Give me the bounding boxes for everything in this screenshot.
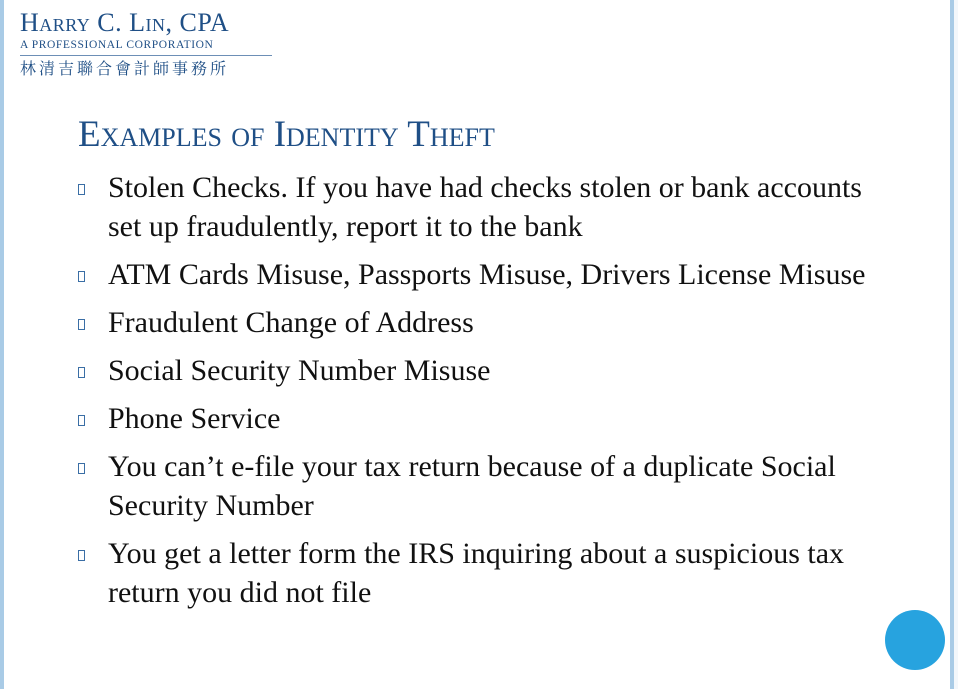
bullet-square-icon	[78, 271, 85, 282]
bullet-item	[78, 399, 878, 438]
bullet-square-icon	[78, 415, 85, 426]
slide-frame-left	[0, 0, 4, 689]
firm-name: Harry C. Lin, CPA	[20, 8, 230, 37]
bullet-text: You get a letter form the IRS inquiring about a suspicious tax return you did not file	[108, 537, 845, 609]
bullet-item	[78, 168, 878, 246]
bullet-item	[78, 255, 878, 294]
bullet-square-icon	[78, 367, 85, 378]
bullet-item	[78, 303, 878, 342]
bullet-square-icon	[78, 184, 85, 195]
bullet-item	[78, 447, 878, 525]
bullet-item	[78, 534, 878, 612]
firm-logo	[20, 8, 272, 80]
bullet-square-icon	[78, 463, 85, 474]
firm-subtitle: A PROFESSIONAL CORPORATION	[20, 38, 272, 56]
bullet-square-icon	[78, 319, 85, 330]
firm-chinese-name: 林清吉聯合會計師事務所	[20, 59, 230, 78]
bullet-text: Social Security Number Misuse	[108, 354, 491, 387]
bullet-list	[78, 168, 878, 621]
bullet-item	[78, 351, 878, 390]
bullet-square-icon	[78, 550, 85, 561]
bullet-text: You can’t e-file your tax return because of a duplicate Social Security Number	[108, 450, 836, 522]
bullet-text: Phone Service	[108, 402, 281, 435]
slide-title: Examples of Identity Theft	[78, 114, 495, 155]
bullet-text: Fraudulent Change of Address	[108, 306, 474, 339]
bullet-text: ATM Cards Misuse, Passports Misuse, Drivers License Misuse	[108, 258, 866, 291]
slide-frame-right-shadow	[954, 0, 958, 689]
decorative-circle	[885, 610, 945, 670]
bullet-text: Stolen Checks. If you have had checks stolen or bank accounts set up fraudulently, report it to the bank	[108, 171, 862, 243]
